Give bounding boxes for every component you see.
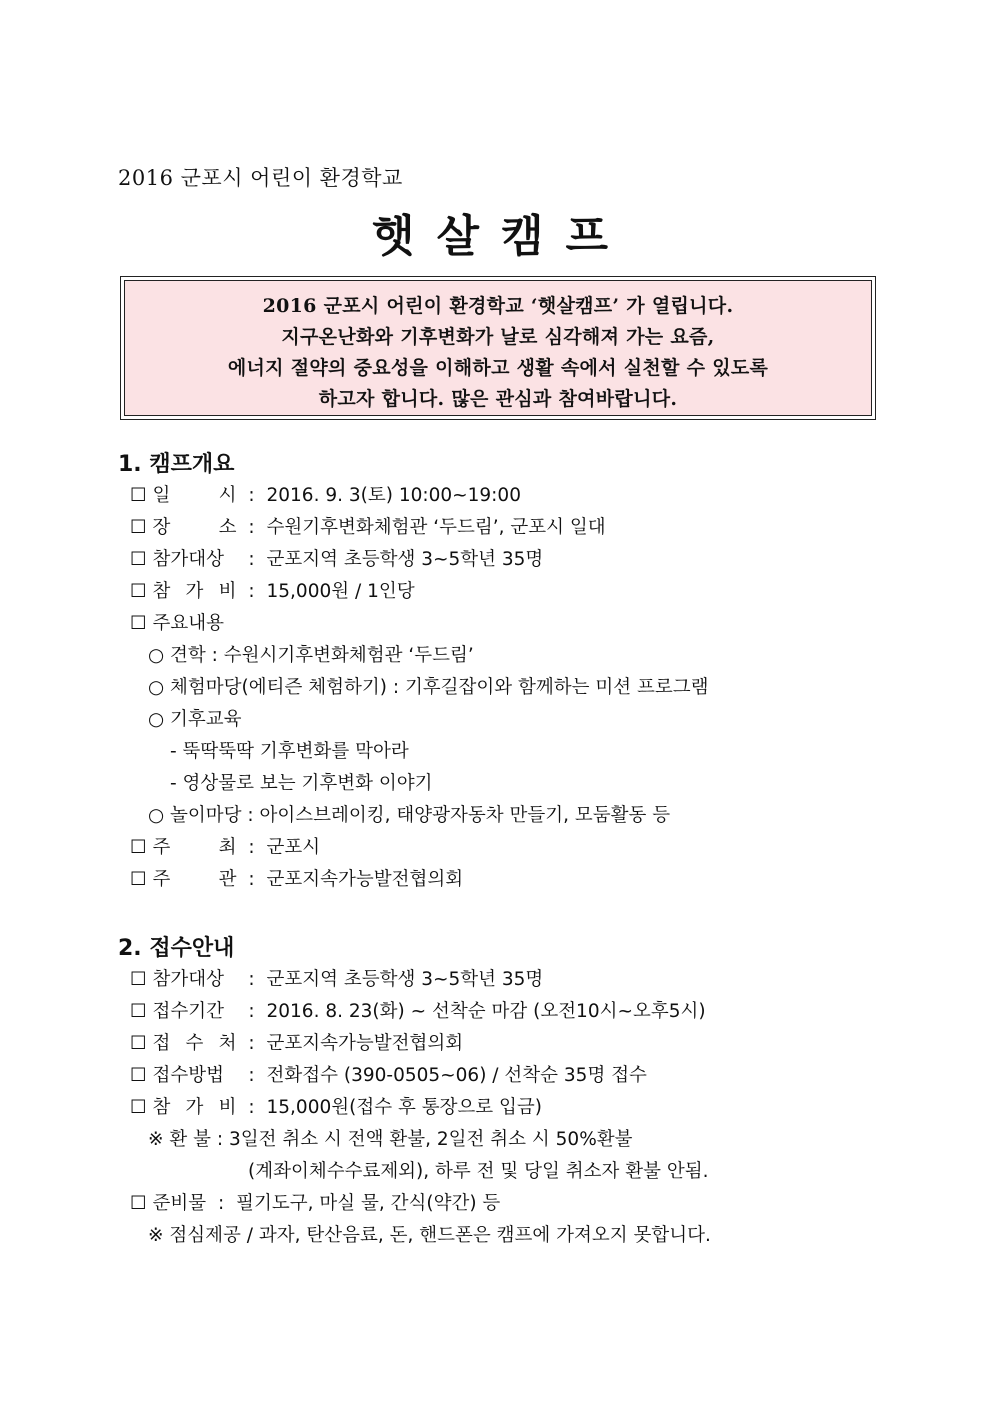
content-text: 기후교육 <box>170 709 242 730</box>
circle-bullet-icon: ○ <box>148 805 165 826</box>
item-value: 전화접수 (390-0505~06) / 선착순 35명 접수 <box>266 1065 647 1086</box>
sub-item: - 뚝딱뚝딱 기후변화를 막아라 <box>170 741 409 762</box>
content-item <box>148 676 709 700</box>
content-item <box>148 644 474 668</box>
list-item <box>130 580 415 604</box>
sub-item: - 영상물로 보는 기후변화 이야기 <box>170 773 433 794</box>
item-value: 2016. 8. 23(화) ~ 선착순 마감 (오전10시~오후5시) <box>266 1001 706 1022</box>
item-label: 주 최 <box>152 837 237 858</box>
list-item <box>130 1064 647 1088</box>
list-item <box>130 1192 500 1216</box>
circle-bullet-icon: ○ <box>148 677 165 698</box>
item-value: 군포지속가능발전협의회 <box>266 869 464 890</box>
separator: : <box>248 1033 255 1054</box>
content-item <box>148 708 242 732</box>
separator: : <box>248 869 255 890</box>
content-text: 놀이마당 : 아이스브레이킹, 태양광자동차 만들기, 모둠활동 등 <box>170 805 671 826</box>
item-label: 참가대상 <box>152 549 224 570</box>
checkbox-bullet-icon: ☐ <box>130 485 147 506</box>
separator: : <box>248 581 255 602</box>
item-value: 2016. 9. 3(토) 10:00~19:00 <box>266 485 521 506</box>
checkbox-bullet-icon: ☐ <box>130 549 147 570</box>
separator: : <box>248 1065 255 1086</box>
item-value: 군포시 <box>266 837 321 858</box>
list-item <box>130 516 606 540</box>
separator: : <box>248 1097 255 1118</box>
item-label: 일 시 <box>152 485 237 506</box>
list-item <box>130 868 463 892</box>
item-label: 접 수 처 <box>152 1033 237 1054</box>
notice-box <box>120 276 876 420</box>
list-item <box>130 484 521 508</box>
separator: : <box>248 969 255 990</box>
list-item <box>130 1032 463 1056</box>
notice-inner <box>124 280 872 416</box>
checkbox-bullet-icon: ☐ <box>130 837 147 858</box>
notice-line: 지구온난화와 기후변화가 날로 심각해져 가는 요즘, <box>281 326 715 348</box>
section-title-camp-overview: 1. 캠프개요 <box>118 452 235 477</box>
item-label: 주 관 <box>152 869 237 890</box>
separator: : <box>248 485 255 506</box>
item-label: 장 소 <box>152 517 237 538</box>
list-item <box>130 836 320 860</box>
checkbox-bullet-icon: ☐ <box>130 581 147 602</box>
item-label: 참 가 비 <box>152 581 237 602</box>
circle-bullet-icon: ○ <box>148 709 165 730</box>
list-item <box>130 1096 542 1120</box>
item-value: 15,000원(접수 후 통장으로 입금) <box>266 1097 543 1118</box>
separator: : <box>218 1193 225 1214</box>
section-title-registration: 2. 접수안내 <box>118 936 235 961</box>
item-label: 준비물 <box>152 1193 207 1214</box>
item-value: 수원기후변화체험관 ‘두드림’, 군포시 일대 <box>266 517 606 538</box>
checkbox-bullet-icon: ☐ <box>130 1033 147 1054</box>
list-item <box>130 968 543 992</box>
item-label: 참 가 비 <box>152 1097 237 1118</box>
refund-note: ※ 환 불 : 3일전 취소 시 전액 환불, 2일전 취소 시 50%환불 <box>148 1129 633 1150</box>
list-item <box>130 548 543 572</box>
item-value: 군포지역 초등학생 3~5학년 35명 <box>266 969 544 990</box>
list-item <box>130 612 224 636</box>
content-item <box>148 804 670 828</box>
checkbox-bullet-icon: ☐ <box>130 969 147 990</box>
checkbox-bullet-icon: ☐ <box>130 1001 147 1022</box>
separator: : <box>248 517 255 538</box>
content-text: 견학 : 수원시기후변화체험관 ‘두드림’ <box>170 645 474 666</box>
checkbox-bullet-icon: ☐ <box>130 1193 147 1214</box>
checkbox-bullet-icon: ☐ <box>130 869 147 890</box>
item-label: 접수방법 <box>152 1065 224 1086</box>
notice-line: 하고자 합니다. 많은 관심과 참여바랍니다. <box>318 388 678 410</box>
checkbox-bullet-icon: ☐ <box>130 613 147 634</box>
list-item <box>130 1000 706 1024</box>
document-title: 햇살캠프 <box>371 211 630 262</box>
notice-line: 2016 군포시 어린이 환경학교 ‘햇살캠프’ 가 열립니다. <box>262 295 734 317</box>
refund-note-continued: (계좌이체수수료제외), 하루 전 및 당일 취소자 환불 안됨. <box>248 1161 709 1182</box>
checkbox-bullet-icon: ☐ <box>130 517 147 538</box>
item-value: 군포지속가능발전협의회 <box>266 1033 464 1054</box>
separator: : <box>248 837 255 858</box>
notice-line: 에너지 절약의 중요성을 이해하고 생활 속에서 실천할 수 있도록 <box>227 357 769 379</box>
lunch-note: ※ 점심제공 / 과자, 탄산음료, 돈, 핸드폰은 캠프에 가져오지 못합니다. <box>148 1225 711 1246</box>
circle-bullet-icon: ○ <box>148 645 165 666</box>
separator: : <box>248 1001 255 1022</box>
item-label: 접수기간 <box>152 1001 224 1022</box>
item-value: 15,000원 / 1인당 <box>266 581 415 602</box>
item-label: 참가대상 <box>152 969 224 990</box>
item-label: 주요내용 <box>152 613 224 634</box>
document-subtitle: 2016 군포시 어린이 환경학교 <box>118 166 403 190</box>
content-text: 체험마당(에티즌 체험하기) : 기후길잡이와 함께하는 미션 프로그램 <box>170 677 709 698</box>
checkbox-bullet-icon: ☐ <box>130 1065 147 1086</box>
item-value: 필기도구, 마실 물, 간식(약간) 등 <box>236 1193 501 1214</box>
separator: : <box>248 549 255 570</box>
item-value: 군포지역 초등학생 3~5학년 35명 <box>266 549 544 570</box>
checkbox-bullet-icon: ☐ <box>130 1097 147 1118</box>
